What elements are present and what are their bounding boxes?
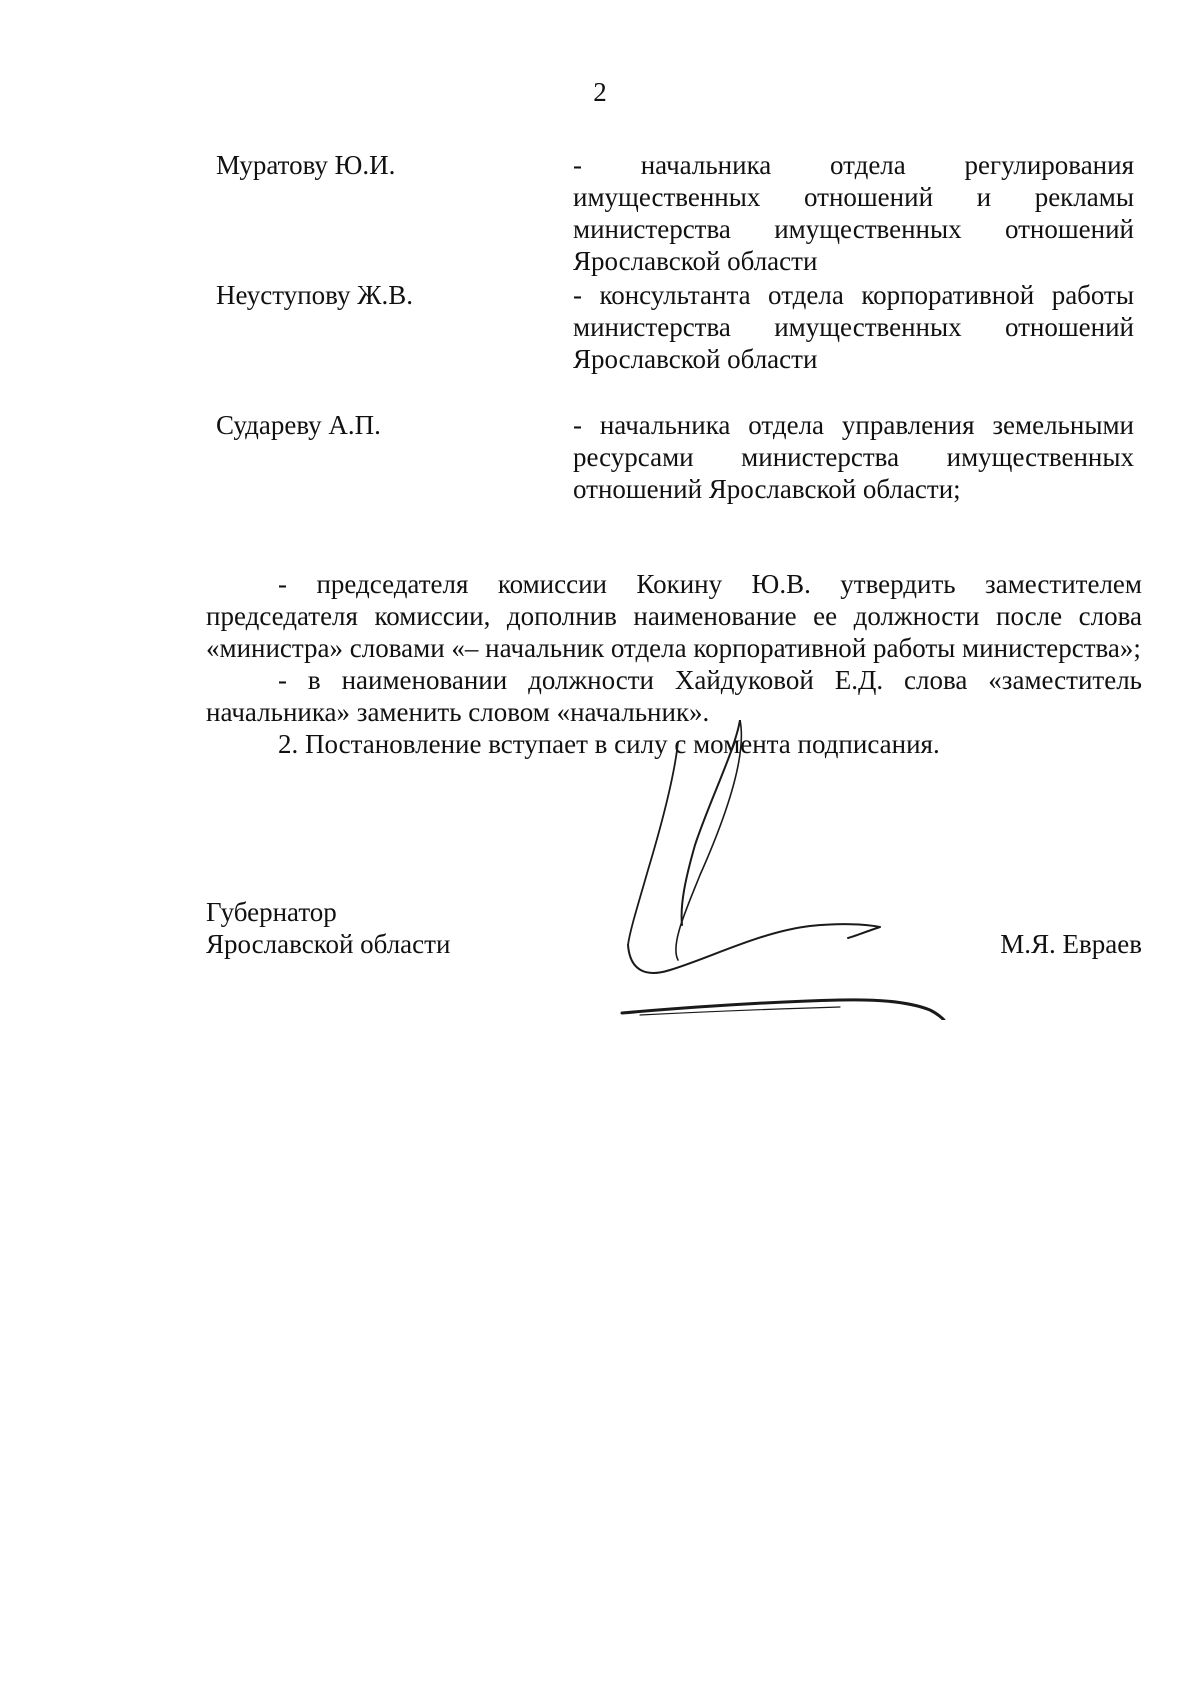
signatory-title-line: Губернатор — [206, 897, 337, 927]
member-name: Судареву А.П. — [216, 410, 381, 440]
signature-block — [206, 896, 1142, 976]
member-row — [216, 409, 1134, 539]
member-position: - начальника отдела регулирования имущественных отношений и рекламы министерства имущественных отношений Ярославской области — [573, 150, 1134, 276]
commission-member-list — [216, 149, 1134, 539]
effective-date-paragraph: 2. Постановление вступает в силу с момента подписания. — [278, 729, 940, 759]
member-name: Неуступову Ж.В. — [216, 280, 413, 310]
signatory-title — [206, 896, 450, 960]
member-row — [216, 279, 1134, 409]
member-position: - консультанта отдела корпоративной работы министерства имущественных отношений Ярославской области — [573, 280, 1134, 374]
amendments-section — [206, 568, 1142, 760]
page-number: 2 — [593, 77, 607, 107]
amendment-paragraph: - в наименовании должности Хайдуковой Е.Д. слова «заместитель начальника» заменить словом «начальник». — [206, 665, 1142, 727]
member-position: - начальника отдела управления земельными ресурсами министерства имущественных отношений Ярославской области; — [573, 410, 1134, 504]
member-name: Муратову Ю.И. — [216, 150, 396, 180]
signatory-title-line: Ярославской области — [206, 929, 451, 959]
member-row — [216, 149, 1134, 279]
amendment-paragraph: - председателя комиссии Кокину Ю.В. утвердить заместителем председателя комиссии, дополнив наименование ее должности после слова «министра» словами «– начальник отдела корпоративной работы министерства»; — [206, 569, 1142, 663]
signatory-name: М.Я. Евраев — [1000, 929, 1142, 959]
